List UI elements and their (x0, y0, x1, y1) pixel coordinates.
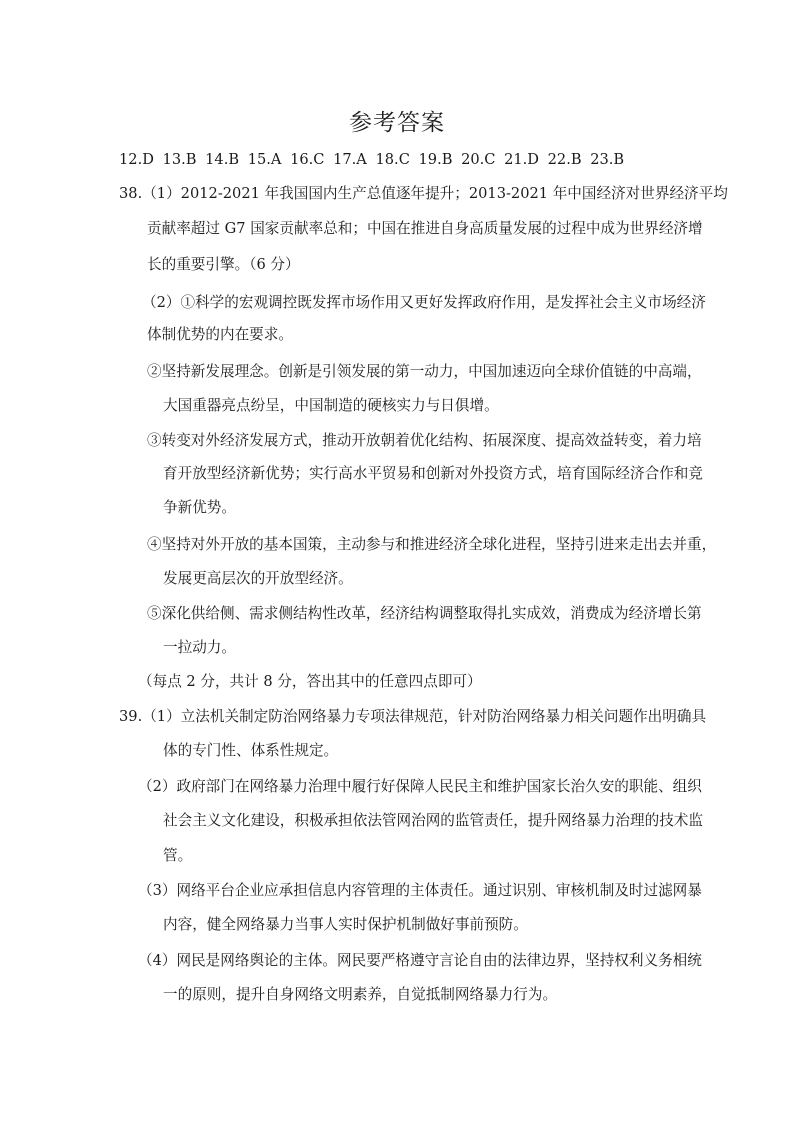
text-line: 贡献率超过 G7 国家贡献率总和；中国在推进自身高质量发展的过程中成为世界经济增 (147, 220, 703, 237)
text-line: 长的重要引擎。（6 分） (147, 256, 300, 273)
text-line: ③转变对外经济发展方式，推动开放朝着优化结构、拓展深度、提高效益转变，着力培 (147, 432, 702, 449)
scoring-note: （每点 2 分，共计 8 分，答出其中的任意四点即可） (138, 673, 482, 690)
text-line: 争新优势。 (163, 499, 236, 516)
text-line: 体的专门性、体系性规定。 (163, 742, 339, 759)
text-line: 管。 (163, 847, 193, 864)
text-line: ⑤深化供给侧、需求侧结构性改革，经济结构调整取得扎实成效，消费成为经济增长第 (147, 605, 702, 622)
text-line: 38.（1）2012-2021 年我国国内生产总值逐年提升；2013-2021 年中国经济对世界经济平均 (119, 185, 728, 202)
text-line: （4）网民是网络舆论的主体。网民要严格遵守言论自由的法律边界，坚持权利义务相统 (138, 952, 702, 969)
text-line: 社会主义文化建设，积极承担依法管网治网的监管责任，提升网络暴力治理的技术监 (163, 812, 703, 829)
text-line: ④坚持对外开放的基本国策，主动参与和推进经济全球化进程，坚持引进来走出去并重， (147, 536, 717, 553)
text-line: 一的原则，提升自身网络文明素养，自觉抵制网络暴力行为。 (163, 986, 558, 1003)
text-line: 体制优势的内在要求。 (147, 326, 293, 343)
text-line: 大国重器亮点纷呈，中国制造的硬核实力与日俱增。 (163, 397, 499, 414)
text-line: ②坚持新发展理念。创新是引领发展的第一动力，中国加速迈向全球价值链的中高端， (147, 363, 702, 380)
text-line: 一拉动力。 (163, 639, 236, 656)
text-line: 育开放型经济新优势；实行高水平贸易和创新对外投资方式，培育国际经济合作和竞 (163, 465, 703, 482)
text-line: （2）①科学的宏观调控既发挥市场作用又更好发挥政府作用，是发挥社会主义市场经济 (142, 294, 706, 311)
text-line: 39.（1）立法机关制定防治网络暴力专项法律规范，针对防治网络暴力相关问题作出明确具 (119, 708, 707, 725)
multiple-choice-answers: 12.D 13.B 14.B 15.A 16.C 17.A 18.C 19.B 20.C 21.D 22.B 23.B (119, 151, 625, 168)
text-line: （2）政府部门在网络暴力治理中履行好保障人民民主和维护国家长治久安的职能、组织 (138, 778, 702, 795)
text-line: （3）网络平台企业应承担信息内容管理的主体责任。通过识别、审核机制及时过滤网暴 (138, 882, 702, 899)
text-line: 内容，健全网络暴力当事人实时保护机制做好事前预防。 (163, 916, 528, 933)
text-line: 发展更高层次的开放型经济。 (163, 570, 353, 587)
page-title: 参考答案 (349, 110, 445, 136)
